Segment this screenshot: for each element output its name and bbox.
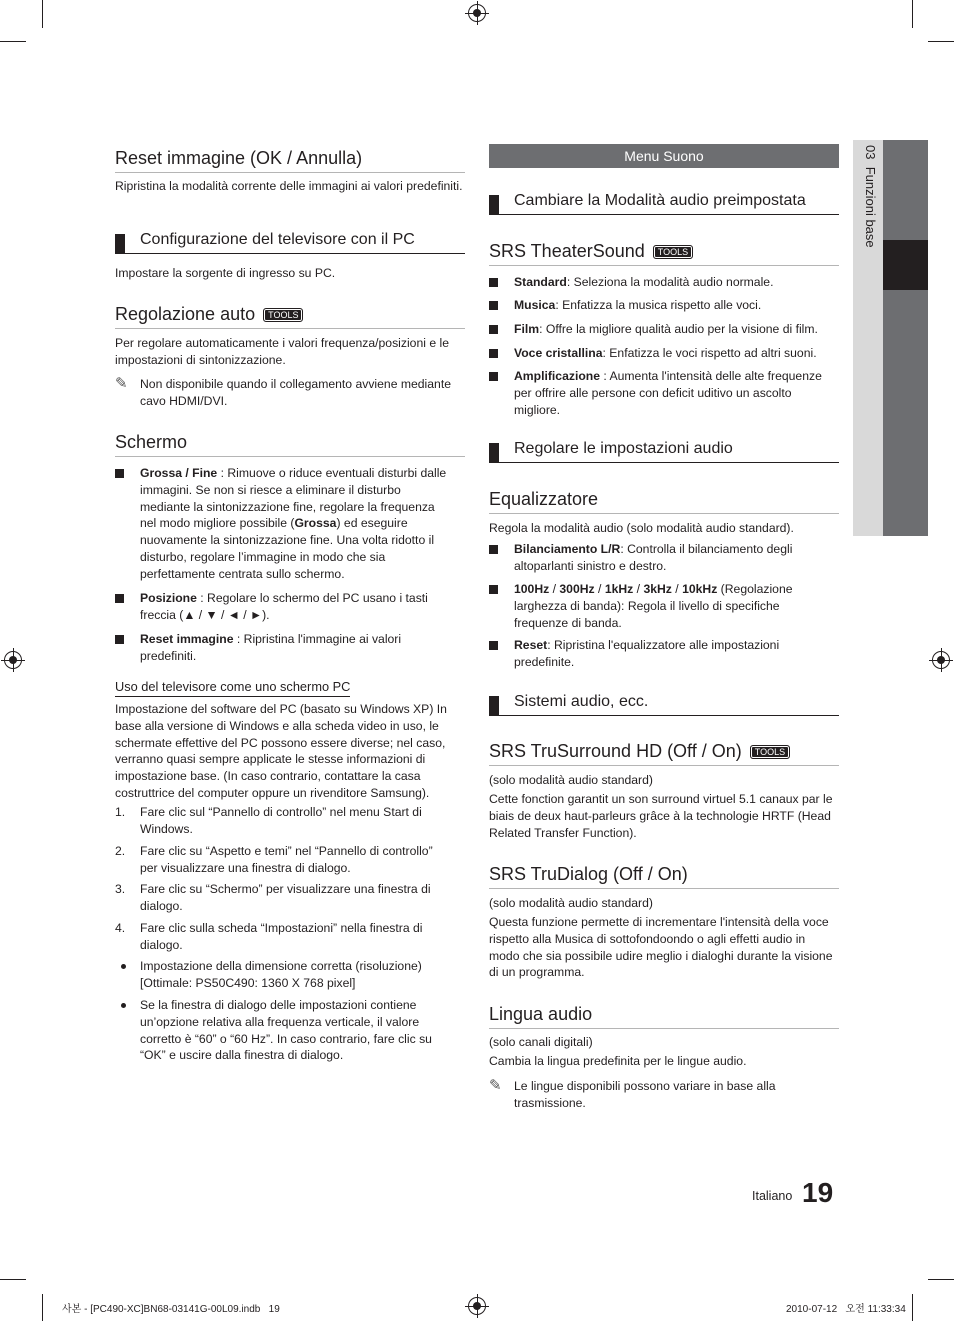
- list-item: Voce cristallina: Enfatizza le voci rispetto ad altri suoni.: [489, 345, 839, 365]
- list-item: Reset immagine : Ripristina l'immagine ai valori predefiniti.: [115, 631, 450, 671]
- bullet-icon: [115, 469, 124, 478]
- heading-trusurround: SRS TruSurround HD (Off / On) TOOLS: [489, 741, 839, 766]
- list-item: Standard: Seleziona la modalità audio normale.: [489, 274, 839, 294]
- chapter-sidebar-active: [883, 240, 928, 290]
- note-icon: ✎: [115, 375, 128, 392]
- pc-config-desc: Impostare la sorgente di ingresso su PC.: [115, 266, 336, 280]
- note-icon: ✎: [489, 1077, 502, 1094]
- section-bar: [489, 696, 499, 716]
- section-bar: [489, 443, 499, 463]
- bullet-icon: [489, 278, 498, 287]
- crop-mark: [912, 1294, 913, 1321]
- step-item: 4. Fare clic sulla scheda “Impostazioni” nella finestra di dialogo.: [115, 921, 423, 952]
- heading-audio-systems: Sistemi audio, ecc.: [489, 693, 839, 716]
- print-file-info: 사본 - [PC490-XC]BN68-03141G-00L09.indb 19: [62, 1304, 280, 1315]
- bullet-icon: [489, 545, 498, 554]
- list-item: 100Hz / 300Hz / 1kHz / 3kHz / 10kHz (Regolazione larghezza di banda): Regola il livello di specifiche frequenze di banda.: [489, 581, 824, 633]
- registration-mark-icon: [468, 4, 486, 22]
- list-item: Reset: Ripristina l'equalizzatore alle impostazioni predefinite.: [489, 637, 824, 673]
- heading-reset-image: Reset immagine (OK / Annulla): [115, 148, 465, 173]
- bullet-icon: [489, 372, 498, 381]
- heading-equalizer: Equalizzatore: [489, 489, 839, 514]
- auto-adjust-desc: Per regolare automaticamente i valori frequenza/posizioni e le impostazioni di sintonizzazione.: [115, 336, 449, 367]
- audio-language-desc: Cambia la lingua predefinita per le lingue audio.: [489, 1054, 747, 1068]
- step-item: 1. Fare clic sul “Pannello di controllo” nel menu Start di Windows.: [115, 805, 422, 836]
- heading-audio-settings: Regolare le impostazioni audio: [489, 440, 839, 463]
- list-item: Bilanciamento L/R: Controlla il bilanciamento degli altoparlanti sinistro e destro.: [489, 541, 824, 577]
- registration-mark-icon: [468, 1297, 486, 1315]
- audio-language-cond: (solo canali digitali): [489, 1035, 593, 1049]
- pc-use-intro: Impostazione del software del PC (basato su Windows XP) In base alla versione di Windows e alla scheda video in uso, le schermate effettive del PC possono essere diverse; nel caso, verranno quasi sempre applicate le stesse informazioni di impostazione base. (In caso contrario, contattare la casa costruttrice del computer oppure un rivenditore Samsung).: [115, 702, 447, 800]
- equalizer-desc: Regola la modalità audio (solo modalità audio standard).: [489, 521, 794, 535]
- heading-auto-adjust: Regolazione auto TOOLS: [115, 304, 465, 329]
- list-item: Film: Offre la migliore qualità audio per la visione di film.: [489, 321, 839, 341]
- bullet-icon: [489, 585, 498, 594]
- crop-mark: [912, 0, 913, 28]
- crop-mark: [42, 0, 43, 28]
- bullet-icon: [121, 964, 126, 969]
- list-item: Musica: Enfatizza la musica rispetto alle voci.: [489, 297, 839, 317]
- trudialog-desc: Questa funzione permette di incrementare l'intensità della voce rispetto alla Musica di sottofondoondo o agli effetti audio in modo che sia possibile udire meglio i dialoghi durante la visione di un programma.: [489, 915, 833, 980]
- bullet-icon: [489, 301, 498, 310]
- auto-adjust-note: ✎ Non disponibile quando il collegamento avviene mediante cavo HDMI/DVI.: [115, 375, 451, 408]
- heading-pc-use: Uso del televisore come uno schermo PC: [115, 679, 350, 697]
- chapter-number: 03: [863, 145, 878, 160]
- bullet-icon: [489, 349, 498, 358]
- audio-language-note: ✎ Le lingue disponibili possono variare in base alla trasmissione.: [489, 1077, 776, 1110]
- trusurround-cond: (solo modalità audio standard): [489, 773, 653, 787]
- list-item: Posizione : Regolare lo schermo del PC usano i tasti freccia (▲ / ▼ / ◄ / ►).: [115, 590, 450, 630]
- list-item: Impostazione della dimensione corretta (risoluzione) [Ottimale: PS50C490: 1360 X 768 pixel]: [115, 958, 450, 996]
- bullet-icon: [115, 594, 124, 603]
- print-date-info: 2010-07-12 오전 11:33:34: [786, 1304, 906, 1315]
- bullet-icon: [489, 641, 498, 650]
- trudialog-cond: (solo modalità audio standard): [489, 896, 653, 910]
- tools-icon: TOOLS: [653, 245, 693, 259]
- crop-mark: [0, 41, 26, 42]
- bullet-icon: [115, 635, 124, 644]
- list-item: Grossa / Fine : Rimuove o riduce eventuali disturbi dalle immagini. Se non si riesce a eliminare il disturbo mediante la sintonizzazione fine, regolare la frequenza nel modo migliore possibile (Grossa) ed eseguire nuovamente la sintonizzazione fine. Una volta ridotto il disturbo, regolare l’immagine in modo che sia perfettamente centrata sullo schermo.: [115, 465, 450, 585]
- trusurround-desc: Cette fonction garantit un son surround virtuel 5.1 canaux par le biais de deux haut-parleurs grâce à la technologie HRTF (Head Related Transfer Function).: [489, 792, 833, 840]
- registration-mark-icon: [4, 651, 22, 669]
- chapter-sidebar-bar: [883, 140, 928, 536]
- tools-icon: TOOLS: [750, 745, 790, 759]
- step-item: 3. Fare clic su “Schermo” per visualizzare una finestra di dialogo.: [115, 882, 431, 913]
- bullet-icon: [121, 1003, 126, 1008]
- reset-image-desc: Ripristina la modalità corrente delle immagini ai valori predefiniti.: [115, 179, 463, 193]
- list-item: Se la finestra di dialogo delle impostazioni contiene un’opzione relativa alla frequenza verticale, il valore corretto è “60” o “60 Hz”. In caso contrario, fare clic su “OK” e uscire dalla finestra di dialogo.: [115, 997, 450, 1067]
- heading-srs-theater: SRS TheaterSound TOOLS: [489, 241, 839, 266]
- crop-mark: [0, 1279, 26, 1280]
- page-number: 19: [802, 1177, 834, 1208]
- bullet-icon: [489, 325, 498, 334]
- section-bar: [489, 195, 499, 215]
- list-item: Amplificazione : Aumenta l'intensità delle alte frequenze per offrire alle persone con deficit uditivo un ascolto migliore.: [489, 368, 839, 423]
- registration-mark-icon: [932, 651, 950, 669]
- crop-mark: [928, 1279, 954, 1280]
- chapter-title: Funzioni base: [863, 166, 878, 248]
- menu-banner: Menu Suono: [489, 144, 839, 168]
- crop-mark: [928, 41, 954, 42]
- heading-screen: Schermo: [115, 432, 465, 457]
- section-bar: [115, 234, 125, 254]
- heading-audio-language: Lingua audio: [489, 1004, 839, 1029]
- heading-pc-config: Configurazione del televisore con il PC: [115, 231, 465, 254]
- heading-trudialog: SRS TruDialog (Off / On): [489, 864, 839, 889]
- chapter-label: [858, 145, 878, 345]
- tools-icon: TOOLS: [263, 308, 303, 322]
- step-item: 2. Fare clic su “Aspetto e temi” nel “Pannello di controllo” per visualizzare una finestra di dialogo.: [115, 844, 433, 875]
- heading-sound-mode: Cambiare la Modalità audio preimpostata: [489, 192, 839, 215]
- footer-language: Italiano: [752, 1189, 793, 1203]
- crop-mark: [42, 1294, 43, 1321]
